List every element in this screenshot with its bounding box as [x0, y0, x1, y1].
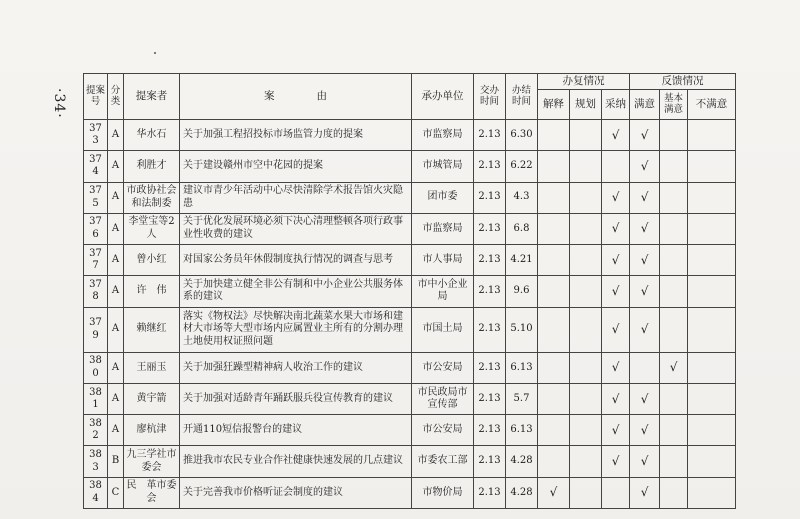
cell-satisfied: √: [630, 182, 660, 213]
cell-plan: [570, 245, 602, 276]
cell-basic: [660, 477, 688, 508]
cell-finish: 6.30: [506, 120, 538, 151]
cell-satisfied: √: [630, 213, 660, 244]
cell-proposer: 李堂宝等2人: [124, 213, 180, 244]
cell-unsatisfied: [688, 352, 736, 383]
cell-explain: [538, 446, 570, 477]
cell-explain: [538, 213, 570, 244]
cell-satisfied: √: [630, 477, 660, 508]
cell-category: A: [108, 307, 124, 352]
cell-category: A: [108, 352, 124, 383]
header-reply-explain: 解释: [538, 90, 570, 120]
cell-adopt: √: [602, 415, 630, 446]
proposal-table: [83, 73, 736, 509]
cell-handover: 2.13: [474, 182, 506, 213]
cell-unsatisfied: [688, 383, 736, 414]
cell-basic: [660, 383, 688, 414]
table-row: [84, 446, 736, 477]
cell-plan: [570, 477, 602, 508]
cell-no: 375: [84, 182, 108, 213]
cell-plan: [570, 383, 602, 414]
cell-no: 379: [84, 307, 108, 352]
cell-undertaker: 团市委: [412, 182, 474, 213]
cell-handover: 2.13: [474, 383, 506, 414]
cell-category: C: [108, 477, 124, 508]
cell-unsatisfied: [688, 307, 736, 352]
cell-finish: 6.13: [506, 352, 538, 383]
cell-cause: 推进我市农民专业合作社健康快速发展的几点建议: [180, 446, 412, 477]
cell-unsatisfied: [688, 182, 736, 213]
cell-undertaker: 市人事局: [412, 245, 474, 276]
cell-category: A: [108, 182, 124, 213]
cell-cause: 关于加强狂躁型精神病人收治工作的建议: [180, 352, 412, 383]
header-category: 分类: [108, 74, 124, 120]
cell-basic: [660, 245, 688, 276]
cell-finish: 9.6: [506, 276, 538, 307]
cell-basic: [660, 276, 688, 307]
cell-undertaker: 市监察局: [412, 120, 474, 151]
cell-satisfied: [630, 352, 660, 383]
cell-plan: [570, 151, 602, 182]
cell-satisfied: √: [630, 307, 660, 352]
stray-mark: [154, 52, 156, 54]
cell-unsatisfied: [688, 245, 736, 276]
cell-plan: [570, 276, 602, 307]
table-row: [84, 415, 736, 446]
header-feedback-satisfied: 满意: [630, 90, 660, 120]
header-reply-plan: 规划: [570, 90, 602, 120]
cell-explain: [538, 415, 570, 446]
cell-proposer: 赖继红: [124, 307, 180, 352]
cell-no: 373: [84, 120, 108, 151]
cell-category: A: [108, 213, 124, 244]
cell-category: A: [108, 245, 124, 276]
cell-satisfied: √: [630, 383, 660, 414]
table-row: [84, 182, 736, 213]
table-row: [84, 352, 736, 383]
cell-proposer: 曾小红: [124, 245, 180, 276]
cell-category: A: [108, 120, 124, 151]
table-row: [84, 276, 736, 307]
cell-cause: 对国家公务员年休假制度执行情况的调查与思考: [180, 245, 412, 276]
cell-basic: [660, 151, 688, 182]
cell-finish: 4.28: [506, 446, 538, 477]
header-feedback-unsatisfied: 不满意: [688, 90, 736, 120]
cell-proposer: 民 革市委会: [124, 477, 180, 508]
header-finish-time: 办结时间: [506, 74, 538, 120]
cell-adopt: √: [602, 182, 630, 213]
cell-finish: 5.10: [506, 307, 538, 352]
cell-unsatisfied: [688, 415, 736, 446]
cell-explain: [538, 120, 570, 151]
cell-finish: 6.8: [506, 213, 538, 244]
cell-handover: 2.13: [474, 477, 506, 508]
cell-proposer: 王丽玉: [124, 352, 180, 383]
cell-no: 378: [84, 276, 108, 307]
header-feedback-group: 反馈情况: [630, 74, 736, 90]
cell-explain: [538, 383, 570, 414]
cell-proposer: 利胜才: [124, 151, 180, 182]
cell-plan: [570, 120, 602, 151]
cell-adopt: √: [602, 307, 630, 352]
cell-plan: [570, 213, 602, 244]
table-row: [84, 151, 736, 182]
cell-adopt: √: [602, 276, 630, 307]
cell-category: A: [108, 276, 124, 307]
header-proposal-no: 提案号: [84, 74, 108, 120]
cell-basic: √: [660, 352, 688, 383]
cell-unsatisfied: [688, 276, 736, 307]
cell-undertaker: 市物价局: [412, 477, 474, 508]
cell-category: A: [108, 383, 124, 414]
cell-satisfied: √: [630, 276, 660, 307]
cell-proposer: 市政协社会和法制委: [124, 182, 180, 213]
cell-basic: [660, 213, 688, 244]
cell-no: 383: [84, 446, 108, 477]
cell-no: 374: [84, 151, 108, 182]
cell-undertaker: 市中小企业局: [412, 276, 474, 307]
cell-adopt: √: [602, 120, 630, 151]
cell-undertaker: 市民政局市宣传部: [412, 383, 474, 414]
page-number: ·34·: [51, 87, 67, 119]
cell-basic: [660, 446, 688, 477]
cell-basic: [660, 307, 688, 352]
cell-cause: 建议市青少年活动中心尽快清除学术报告馆火灾隐患: [180, 182, 412, 213]
header-proposer: 提案者: [124, 74, 180, 120]
cell-adopt: √: [602, 446, 630, 477]
cell-finish: 5.7: [506, 383, 538, 414]
cell-proposer: 许 伟: [124, 276, 180, 307]
cell-cause: 关于优化发展环境必须下决心清理整顿各项行政事业性收费的建议: [180, 213, 412, 244]
table-row: [84, 477, 736, 508]
cell-adopt: √: [602, 352, 630, 383]
header-cause: 案 由: [180, 74, 412, 120]
cell-handover: 2.13: [474, 245, 506, 276]
cell-undertaker: 市公安局: [412, 415, 474, 446]
header-reply-adopt: 采纳: [602, 90, 630, 120]
table-row: [84, 245, 736, 276]
cell-basic: [660, 120, 688, 151]
cell-cause: 关于完善我市价格听证会制度的建议: [180, 477, 412, 508]
cell-unsatisfied: [688, 120, 736, 151]
cell-no: 380: [84, 352, 108, 383]
cell-plan: [570, 182, 602, 213]
cell-finish: 4.21: [506, 245, 538, 276]
cell-handover: 2.13: [474, 352, 506, 383]
cell-handover: 2.13: [474, 307, 506, 352]
cell-unsatisfied: [688, 477, 736, 508]
cell-cause: 关于加强工程招投标市场监管力度的提案: [180, 120, 412, 151]
header-undertaker: 承办单位: [412, 74, 474, 120]
cell-explain: [538, 307, 570, 352]
cell-plan: [570, 352, 602, 383]
cell-adopt: [602, 151, 630, 182]
header-handover-time: 交办时间: [474, 74, 506, 120]
table-row: [84, 383, 736, 414]
cell-adopt: √: [602, 383, 630, 414]
cell-cause: 落实《物权法》尽快解决南北蔬菜水果大市场和建材大市场等大型市场内应属置业主所有的分割办理土地使用权证照问题: [180, 307, 412, 352]
cell-undertaker: 市公安局: [412, 352, 474, 383]
cell-handover: 2.13: [474, 213, 506, 244]
cell-category: A: [108, 151, 124, 182]
cell-category: B: [108, 446, 124, 477]
cell-adopt: [602, 477, 630, 508]
cell-satisfied: √: [630, 245, 660, 276]
cell-cause: 关于加强对适龄青年踊跃服兵役宣传教育的建议: [180, 383, 412, 414]
cell-handover: 2.13: [474, 415, 506, 446]
cell-explain: [538, 276, 570, 307]
cell-plan: [570, 307, 602, 352]
cell-handover: 2.13: [474, 151, 506, 182]
header-reply-group: 办复情况: [538, 74, 630, 90]
cell-plan: [570, 446, 602, 477]
cell-category: A: [108, 415, 124, 446]
table-row: [84, 120, 736, 151]
cell-handover: 2.13: [474, 120, 506, 151]
cell-basic: [660, 415, 688, 446]
cell-undertaker: 市城管局: [412, 151, 474, 182]
cell-no: 381: [84, 383, 108, 414]
cell-explain: [538, 245, 570, 276]
cell-handover: 2.13: [474, 446, 506, 477]
cell-handover: 2.13: [474, 276, 506, 307]
cell-no: 382: [84, 415, 108, 446]
cell-unsatisfied: [688, 151, 736, 182]
cell-finish: 4.28: [506, 477, 538, 508]
table-row: [84, 307, 736, 352]
header-feedback-basic: 基本满意: [660, 90, 688, 120]
cell-proposer: 黄宇箭: [124, 383, 180, 414]
cell-no: 376: [84, 213, 108, 244]
cell-cause: 开通110短信报警台的建议: [180, 415, 412, 446]
cell-adopt: √: [602, 213, 630, 244]
cell-explain: [538, 151, 570, 182]
cell-explain: [538, 352, 570, 383]
cell-cause: 关于加快建立健全非公有制和中小企业公共服务体系的建议: [180, 276, 412, 307]
cell-proposer: 九三学社市委会: [124, 446, 180, 477]
cell-proposer: 廖杭津: [124, 415, 180, 446]
cell-finish: 6.13: [506, 415, 538, 446]
cell-undertaker: 市委农工部: [412, 446, 474, 477]
cell-plan: [570, 415, 602, 446]
cell-no: 377: [84, 245, 108, 276]
cell-satisfied: √: [630, 415, 660, 446]
cell-satisfied: √: [630, 120, 660, 151]
cell-satisfied: √: [630, 151, 660, 182]
cell-undertaker: 市监察局: [412, 213, 474, 244]
cell-finish: 6.22: [506, 151, 538, 182]
cell-explain: √: [538, 477, 570, 508]
cell-unsatisfied: [688, 213, 736, 244]
cell-unsatisfied: [688, 446, 736, 477]
cell-finish: 4.3: [506, 182, 538, 213]
cell-adopt: √: [602, 245, 630, 276]
cell-proposer: 华水石: [124, 120, 180, 151]
cell-explain: [538, 182, 570, 213]
table-row: [84, 213, 736, 244]
cell-satisfied: √: [630, 446, 660, 477]
cell-no: 384: [84, 477, 108, 508]
cell-undertaker: 市国土局: [412, 307, 474, 352]
cell-basic: [660, 182, 688, 213]
cell-cause: 关于建设赣州市空中花园的提案: [180, 151, 412, 182]
proposal-table-container: [83, 73, 735, 509]
